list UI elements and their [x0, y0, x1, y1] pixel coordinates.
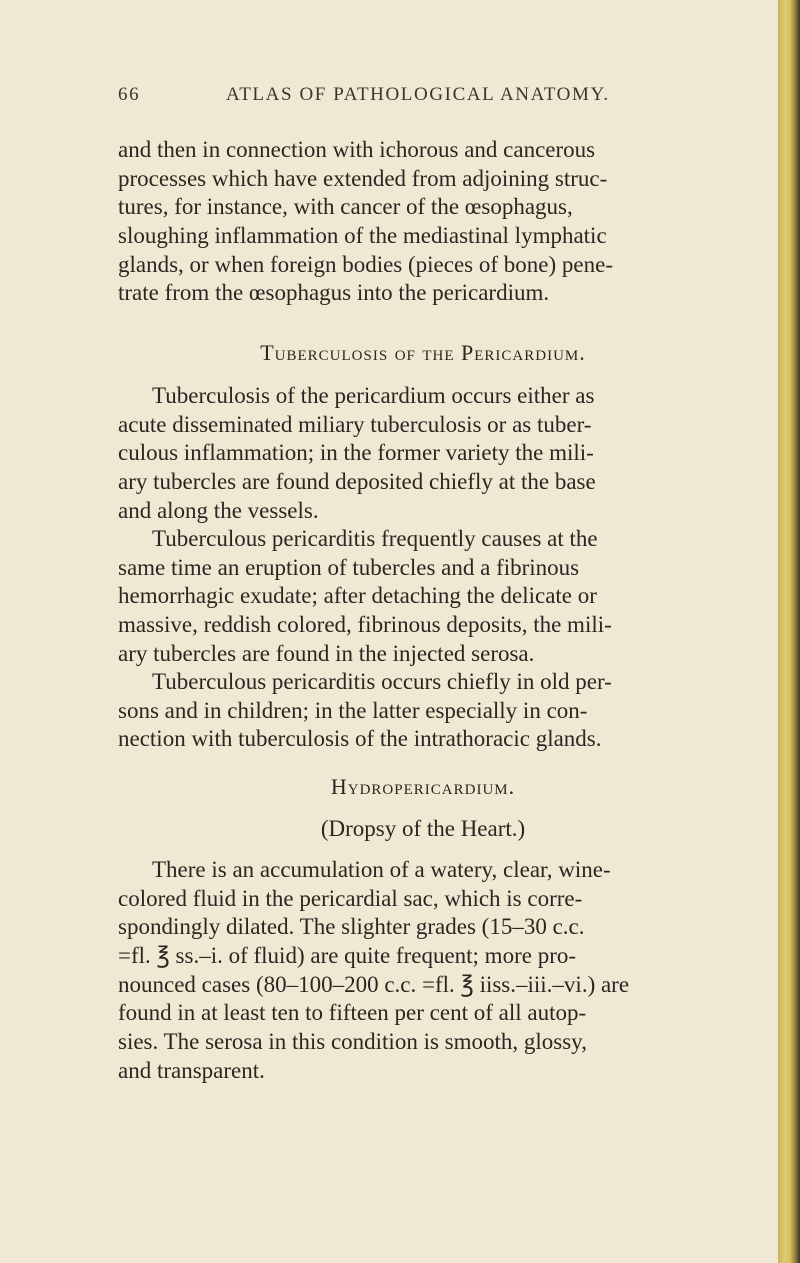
- paragraph-5: [118, 856, 728, 1086]
- paragraph-1: [118, 136, 728, 308]
- text-line: tures, for instance, with cancer of the œsophagus,: [118, 194, 573, 220]
- running-header: [118, 84, 728, 112]
- text-line: acute disseminated miliary tuberculosis or as tuber-: [118, 411, 592, 437]
- page-edge: [778, 0, 800, 1263]
- section-heading-hydropericardium: Hydropericardium.: [330, 774, 516, 799]
- paragraph-3: [118, 525, 728, 668]
- text-line: Tuberculous pericarditis occurs chiefly in old per-: [152, 669, 612, 694]
- text-line: glands, or when foreign bodies (pieces of bone) pene-: [118, 251, 613, 277]
- text-line: There is an accumulation of a watery, clear, wine-: [152, 857, 611, 882]
- text-line: trate from the œsophagus into the pericardium.: [118, 280, 550, 306]
- text-line: colored fluid in the pericardial sac, which is corre-: [118, 885, 583, 911]
- text-line: ary tubercles are found deposited chiefly at the base: [118, 469, 596, 495]
- section-subheading: (Dropsy of the Heart.): [320, 816, 526, 841]
- paragraph-2: [118, 382, 728, 525]
- text-line: nounced cases (80–100–200 c.c. =fl. ℥ iiss.–iii.–vi.) are: [118, 971, 630, 997]
- text-line: nection with tuberculosis of the intrathoracic glands.: [118, 726, 602, 752]
- text-line: Tuberculous pericarditis frequently causes at the: [152, 526, 598, 551]
- text-line: sloughing inflammation of the mediastinal lymphatic: [118, 223, 607, 249]
- page-number: 66: [118, 84, 141, 105]
- text-line: processes which have extended from adjoining struc-: [118, 165, 608, 191]
- running-title: ATLAS OF PATHOLOGICAL ANATOMY.: [226, 84, 610, 105]
- text-line: sons and in children; in the latter especially in con-: [118, 697, 588, 723]
- text-line: culous inflammation; in the former variety the mili-: [118, 440, 594, 466]
- text-line: Tuberculosis of the pericardium occurs either as: [152, 383, 595, 408]
- text-line: and transparent.: [118, 1057, 265, 1083]
- paragraph-4: [118, 668, 728, 754]
- text-line: ary tubercles are found in the injected serosa.: [118, 640, 535, 666]
- text-line: same time an eruption of tubercles and a fibrinous: [118, 554, 580, 580]
- text-line: massive, reddish colored, fibrinous deposits, the mili-: [118, 612, 612, 638]
- text-line: and then in connection with ichorous and cancerous: [118, 137, 596, 162]
- section-heading-tuberculosis: Tuberculosis of the Pericardium.: [260, 340, 586, 365]
- text-line: spondingly dilated. The slighter grades (15–30 c.c.: [118, 914, 585, 940]
- text-line: found in at least ten to fifteen per cent of all autop-: [118, 1000, 587, 1026]
- text-line: =fl. ℥ ss.–i. of fluid) are quite frequent; more pro-: [118, 943, 577, 969]
- text-line: sies. The serosa in this condition is smooth, glossy,: [118, 1029, 587, 1055]
- text-line: and along the vessels.: [118, 497, 319, 523]
- text-line: hemorrhagic exudate; after detaching the delicate or: [118, 583, 597, 609]
